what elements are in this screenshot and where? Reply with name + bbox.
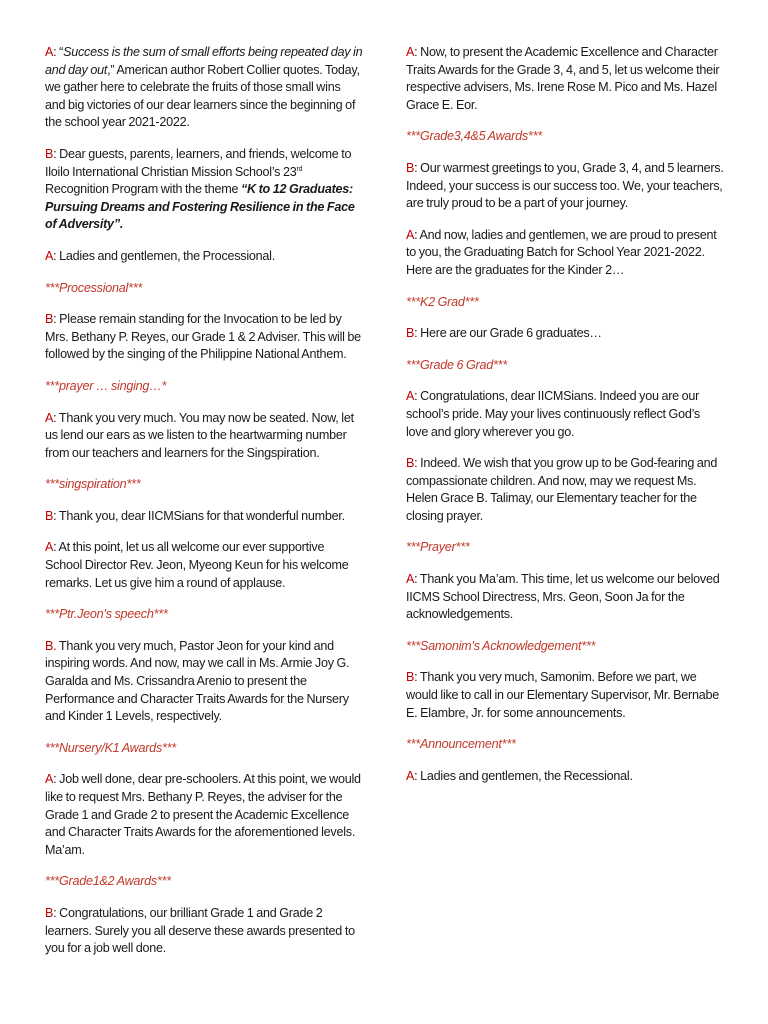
speaker-label: A	[45, 410, 54, 425]
separator: :	[414, 160, 418, 175]
separator: :	[53, 540, 57, 555]
separator: :	[53, 772, 57, 787]
stage-cue: ***Announcement***	[406, 737, 516, 752]
stage-cue: ***prayer … singing…*	[45, 378, 167, 393]
separator: :	[414, 227, 418, 242]
script-line	[45, 905, 363, 958]
separator: :	[53, 248, 57, 263]
speaker-label: A	[406, 389, 415, 404]
script-line	[45, 638, 363, 726]
line-text: Ladies and gentlemen, the Recessional.	[417, 768, 633, 783]
line-text: Congratulations, dear IICMSians. Indeed you are our school’s pride. May your lives continuously reflect God’s love and glory wherever you go.	[406, 389, 700, 439]
separator: :	[414, 45, 418, 59]
speaker-label: A	[45, 45, 54, 59]
separator: :	[414, 572, 418, 587]
script-line	[45, 248, 363, 266]
script-line	[406, 325, 724, 343]
speaker-label: B	[406, 160, 415, 175]
stage-cue: ***Prayer***	[406, 540, 470, 555]
line-text: At this point, let us all welcome our ever supportive School Director Rev. Jeon, Myeong Keun for his welcome remarks. Let us give him a round of applause.	[45, 540, 349, 590]
script-line	[406, 44, 724, 114]
separator: :	[53, 508, 57, 523]
separator: :	[53, 410, 57, 425]
separator: : “	[53, 45, 64, 59]
line-text: ,” American author Robert Collier quotes. Today, we gather here to celebrate the fruits of those small wins and big victories of our dear learners since the beginning of the school year 2021-2022.	[45, 62, 360, 130]
speaker-label: B	[406, 670, 415, 685]
speaker-label: A	[45, 540, 54, 555]
line-text: Thank you Ma’am. This time, let us welcome our beloved IICMS School Directress, Mrs. Geon, Soon Ja for the acknowledgements.	[406, 572, 720, 622]
line-text: Indeed. We wish that you grow up to be God-fearing and compassionate children. And now, may we request Ms. Helen Grace B. Talimay, our Elementary teacher for the closing prayer.	[406, 456, 718, 523]
line-text: And now, ladies and gentlemen, we are proud to present to you, the Graduating Batch for School Year 2021-2022. Here are the graduates for the Kinder 2…	[406, 227, 717, 277]
line-text: Thank you very much, Samonim. Before we part, we would like to call in our Elementary Supervisor, Mr. Bernabe E. Elambre, Jr. for some announcements.	[406, 670, 719, 720]
script-line	[406, 669, 724, 722]
script-line	[45, 771, 363, 859]
script-line	[45, 410, 363, 463]
script-line	[406, 160, 724, 213]
line-text: Thank you, dear IICMSians for that wonderful number.	[56, 508, 345, 523]
line-text: Our warmest greetings to you, Grade 3, 4, and 5 learners. Indeed, your success is our success too. We, your teachers, are truly proud to be a part of your journey.	[406, 160, 724, 211]
line-text: Dear guests, parents, learners, and friends, welcome to Iloilo International Christian Mission School’s 23	[45, 146, 352, 179]
speaker-label: B	[45, 312, 54, 327]
separator: :	[53, 312, 57, 327]
quote-text: Success is the sum of small efforts being repeated day in and day out	[45, 45, 363, 77]
stage-cue: ***Samonim’s Acknowledgement***	[406, 638, 596, 653]
separator: .	[53, 638, 57, 653]
speaker-label: A	[406, 768, 415, 783]
script-line	[406, 388, 724, 441]
script-line	[45, 44, 363, 132]
speaker-label: A	[406, 572, 415, 587]
separator: :	[414, 326, 418, 341]
line-text: Thank you very much. You may now be seated. Now, let us lend our ears as we listen to the heartwarming number from our teachers and learners for the Singspiration.	[45, 410, 354, 460]
speaker-label: B	[406, 326, 415, 341]
speaker-label: A	[45, 248, 54, 263]
program-theme: “K to 12 Graduates: Pursuing Dreams and Fostering Resilience in the Face of Adversity”.	[45, 182, 355, 232]
stage-cue: ***Ptr.Jeon’s speech***	[45, 607, 168, 622]
script-line	[45, 539, 363, 592]
script-line	[45, 146, 363, 234]
separator: :	[414, 456, 418, 471]
speaker-label: A	[406, 227, 415, 242]
script-line	[45, 311, 363, 364]
stage-cue: ***Grade1&2 Awards***	[45, 874, 171, 889]
line-text: Thank you very much, Pastor Jeon for your kind and inspiring words. And now, may we call in Ms. Armie Joy G. Garalda and Ms. Crissandra Arenio to present the Performance and Character Traits Awards for the Nursery and Kinder 1 Levels, respectively.	[45, 638, 350, 724]
speaker-label: A	[45, 772, 54, 787]
separator: :	[53, 905, 57, 920]
stage-cue: ***K2 Grad***	[406, 294, 479, 309]
line-text: Please remain standing for the Invocation to be led by Mrs. Bethany P. Reyes, our Grade 1 & 2 Adviser. This will be followed by the singing of the Philippine National Anthem.	[45, 312, 361, 362]
stage-cue: ***Processional***	[45, 280, 143, 295]
line-text: Job well done, dear pre-schoolers. At this point, we would like to request Mrs. Bethany P. Reyes, the adviser for the Grade 1 and Grade 2 to present the Academic Excellence and Character Traits Awards for the aforementioned levels. Ma’am.	[45, 772, 361, 857]
speaker-label: B	[406, 456, 415, 471]
stage-cue: ***Grade3,4&5 Awards***	[406, 129, 542, 144]
left-column	[45, 44, 363, 972]
stage-cue: ***Nursery/K1 Awards***	[45, 740, 176, 755]
speaker-label: B	[45, 508, 54, 523]
script-line	[406, 227, 724, 280]
line-text-continued: Recognition Program with the theme	[45, 182, 241, 197]
separator: :	[414, 768, 418, 783]
line-text: Here are our Grade 6 graduates…	[417, 326, 602, 341]
line-text: Congratulations, our brilliant Grade 1 and Grade 2 learners. Surely you all deserve these awards presented to you for a job well done.	[45, 905, 355, 956]
script-line	[406, 768, 724, 786]
speaker-label: A	[406, 45, 415, 59]
speaker-label: B	[45, 146, 54, 161]
stage-cue: ***Grade 6 Grad***	[406, 357, 507, 372]
line-text: Now, to present the Academic Excellence and Character Traits Awards for the Grade 3, 4, and 5, let us welcome their respective advisers, Ms. Irene Rose M. Pico and Ms. Hazel Grace E. Eor.	[406, 45, 720, 112]
separator: :	[414, 389, 418, 404]
speaker-label: B	[45, 638, 54, 653]
separator: :	[414, 670, 418, 685]
speaker-label: B	[45, 905, 54, 920]
right-column	[406, 44, 724, 799]
line-text: Ladies and gentlemen, the Processional.	[56, 248, 275, 263]
stage-cue: ***singspiration***	[45, 477, 141, 492]
separator: :	[53, 146, 57, 161]
script-line	[45, 508, 363, 526]
script-line	[406, 455, 724, 525]
ordinal-suffix: rd	[296, 165, 303, 173]
script-line	[406, 571, 724, 624]
